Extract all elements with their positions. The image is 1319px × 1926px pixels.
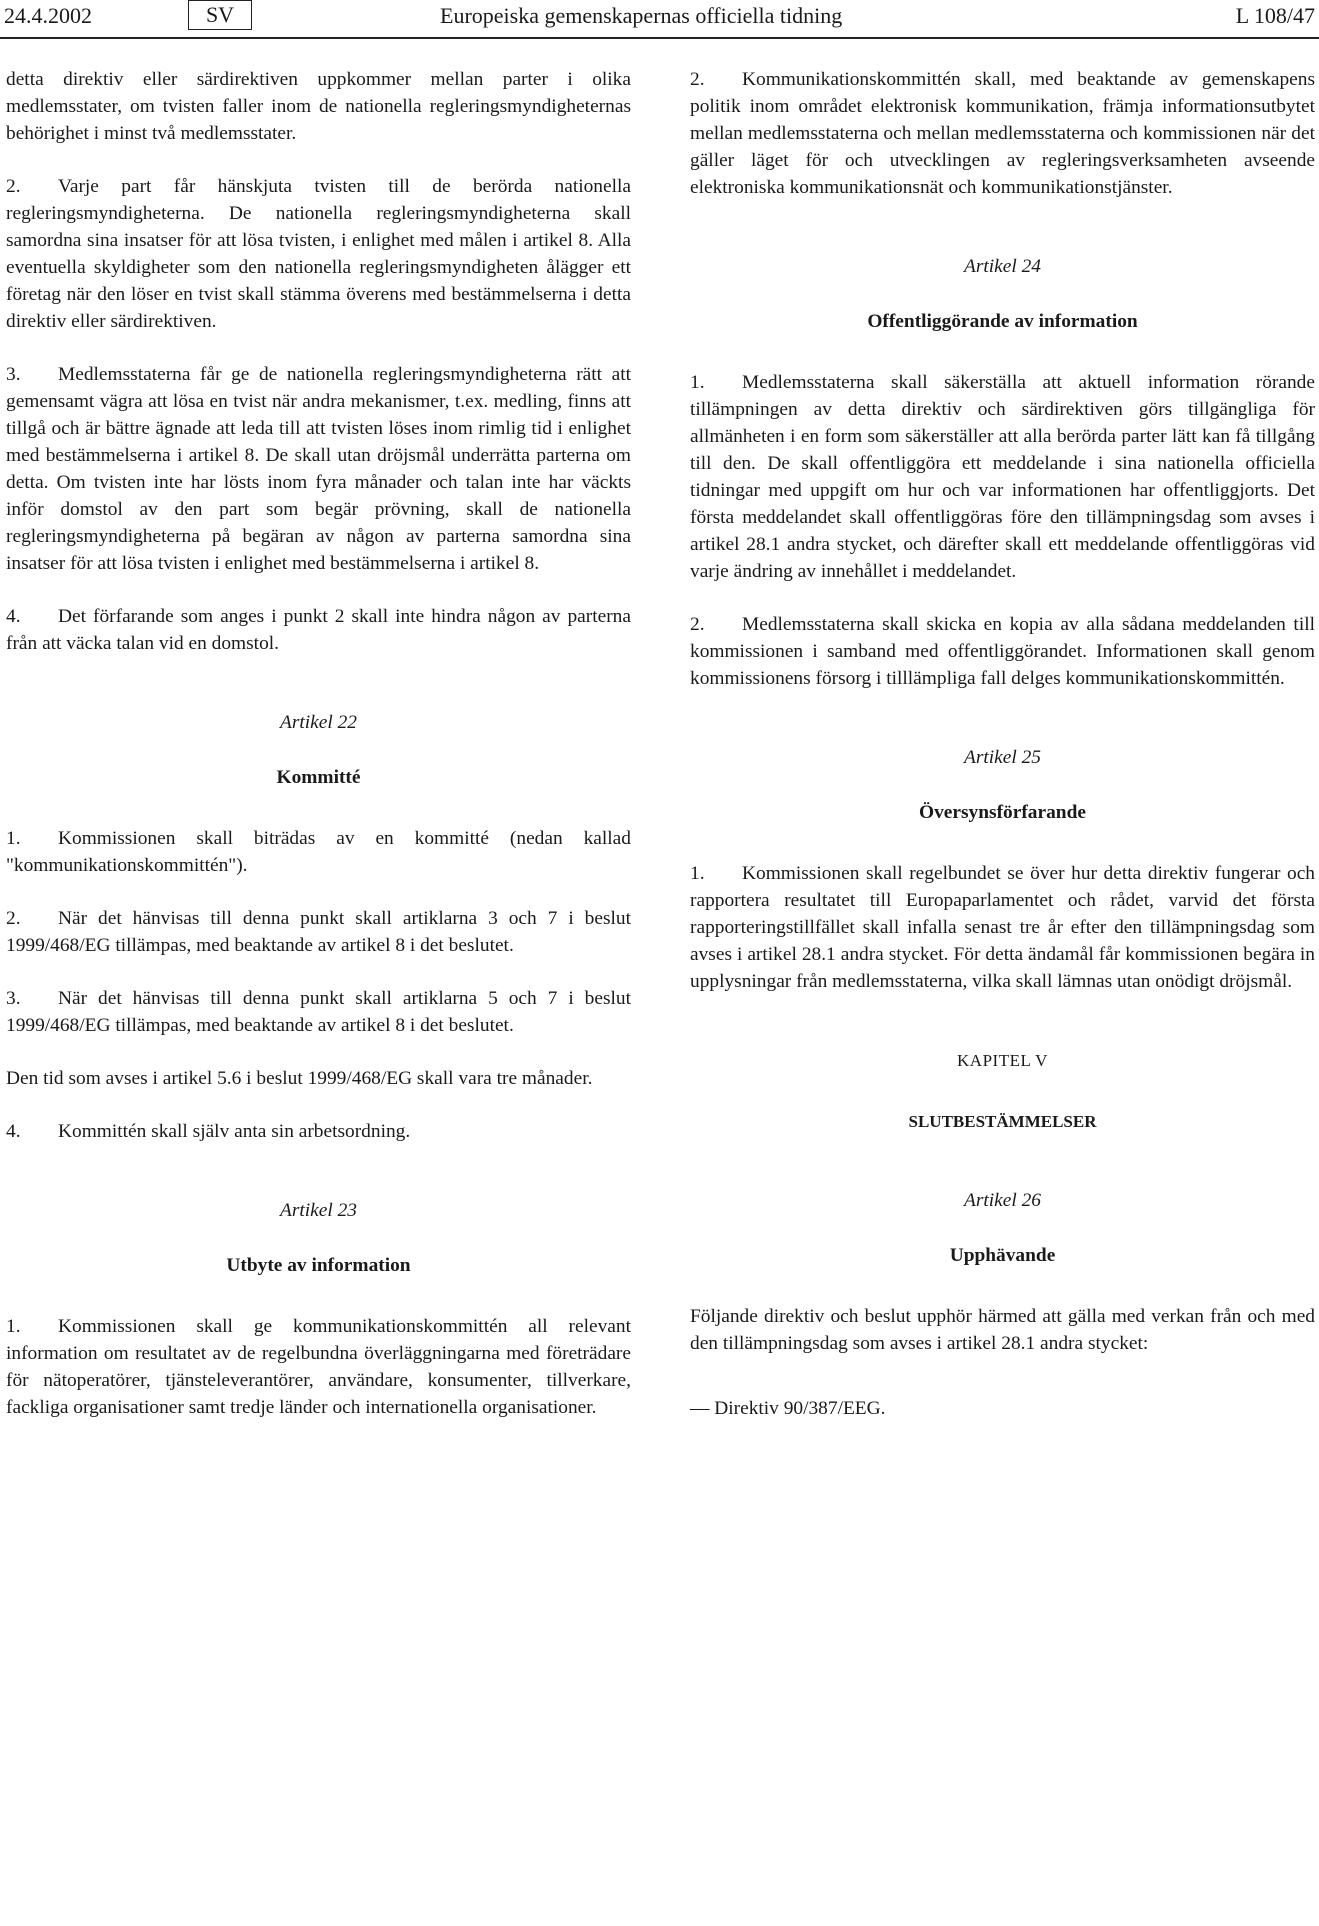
article-22-heading: Kommitté <box>276 767 361 788</box>
paragraph-continued: detta direktiv eller särdirektiven uppkommer mellan parter i olika medlemsstater, om tvisten faller inom de nationella regleringsmyndigheternas behörighet i minst två medlemsstater. <box>6 69 631 144</box>
article-26-heading: Upphävande <box>949 1245 1056 1266</box>
article-26-title: Artikel 26 <box>963 1190 1041 1211</box>
paragraph-4: 4. Det förfarande som anges i punkt 2 skall inte hindra någon av parterna från att väcka talan vid en domstol. <box>6 606 631 654</box>
article-26-paragraph-1: Följande direktiv och beslut upphör härmed att gälla med verkan från och med den tillämpningsdag som avses i artikel 28.1 andra stycket: <box>690 1306 1315 1354</box>
article-22-paragraph-2: 2. När det hänvisas till denna punkt skall artiklarna 3 och 7 i beslut 1999/468/EG tillämpas, med beaktande av artikel 8 i det beslutet. <box>6 908 631 956</box>
article-22-paragraph-4: 4. Kommittén skall själv anta sin arbetsordning. <box>6 1121 411 1142</box>
article-23-paragraph-1: 1. Kommissionen skall ge kommunikationskommittén all relevant information om resultatet av de regelbundna överläggningarna med företrädare för nätoperatörer, tjänsteleverantörer, användare, konsumenter, tillverkare, fackliga organisationer samt tredje länder och internationella organisationer. <box>6 1316 631 1418</box>
article-25-paragraph-1: 1. Kommissionen skall regelbundet se över hur detta direktiv fungerar och rapportera resultatet till Europaparlamentet och rådet, varvid det första rapporteringstillfället skall infalla senast tre år efter den tillämpningsdag som avses i artikel 28.1 andra stycket. För detta ändamål får kommissionen begära in upplysningar från medlemsstaterna, vilka skall lämnas utan onödigt dröjsmål. <box>690 863 1315 992</box>
journal-title: Europeiska gemenskapernas officiella tidning <box>440 3 843 28</box>
article-25-title: Artikel 25 <box>963 747 1041 768</box>
paragraph-3: 3. Medlemsstaterna får ge de nationella regleringsmyndigheterna rätt att gemensamt vägra att lösa en tvist när andra mekanismer, t.ex. medling, finns att tillgå och är bättre ägnade att leda till att tvisten löses inom rimlig tid i enlighet med bestämmelserna i artikel 8. De skall utan dröjsmål underrätta parterna om detta. Om tvisten inte har lösts inom fyra månader och talan inte har väckts inför domstol av den part som begär prövning, skall de nationella regleringsmyndigheterna på begäran av någon av parterna samordna sina insatser för att lösa tvisten i enlighet med bestämmelserna i artikel 8. <box>6 364 631 574</box>
article-24-paragraph-2: 2. Medlemsstaterna skall skicka en kopia av alla sådana meddelanden till kommissionen i samband med offentliggörandet. Informationen skall genom kommissionens försorg i tilllämpliga fall delges kommunikationskommittén. <box>690 614 1315 689</box>
article-24-heading: Offentliggörande av information <box>867 311 1138 332</box>
right-column <box>690 66 1315 1422</box>
article-24-title: Artikel 24 <box>963 256 1041 277</box>
chapter-title: KAPITEL V <box>957 1051 1048 1070</box>
article-25-heading: Översynsförfarande <box>919 802 1086 823</box>
article-24-paragraph-1: 1. Medlemsstaterna skall säkerställa att aktuell information rörande tillämpningen av detta direktiv och särdirektiven görs tillgängliga för allmänheten i en form som säkerställer att alla berörda parter lätt kan få tillgång till den. De skall offentliggöra ett meddelande i sina nationella officiella tidningar med uppgift om hur och var informationen har offentliggjorts. Det första meddelandet skall offentliggöras före den tillämpningsdag som avses i artikel 28.1 andra stycket, och därefter skall ett meddelande offentliggöras vid varje ändring av innehållet i meddelandet. <box>690 372 1315 582</box>
left-column <box>6 66 631 1447</box>
article-22-paragraph-1: 1. Kommissionen skall biträdas av en kommitté (nedan kallad "kommunikationskommittén"). <box>6 828 631 876</box>
page-header <box>0 0 1319 36</box>
article-22-paragraph-3: 3. När det hänvisas till denna punkt skall artiklarna 5 och 7 i beslut 1999/468/EG tillämpas, med beaktande av artikel 8 i det beslutet. <box>6 988 631 1036</box>
paragraph-2: 2. Varje part får hänskjuta tvisten till de berörda nationella regleringsmyndigheterna. De nationella regleringsmyndigheterna skall samordna sina insatser för att lösa tvisten, i enlighet med målen i artikel 8. Alla eventuella skyldigheter som den nationella regleringsmyndigheten ålägger ett företag när den löser en tvist skall stämma överens med bestämmelserna i detta direktiv eller särdirektiven. <box>6 176 631 332</box>
repealed-directive-item: — Direktiv 90/387/EEG. <box>690 1398 886 1419</box>
header-rule <box>0 37 1319 39</box>
chapter-heading: SLUTBESTÄMMELSER <box>908 1112 1097 1131</box>
article-23-title: Artikel 23 <box>279 1200 357 1221</box>
article-22-paragraph-3b: Den tid som avses i artikel 5.6 i beslut 1999/468/EG skall vara tre månader. <box>6 1068 593 1089</box>
publication-date: 24.4.2002 <box>4 3 92 28</box>
article-22-title: Artikel 22 <box>279 712 357 733</box>
article-23-paragraph-2: 2. Kommunikationskommittén skall, med beaktande av gemenskapens politik inom området elektronisk kommunikation, främja informationsutbytet mellan medlemsstaterna och mellan medlemsstaterna och kommissionen när det gäller läget för och utvecklingen av regleringsverksamheten avseende elektroniska kommunikationsnät och kommunikationstjänster. <box>690 69 1315 198</box>
page-number: L 108/47 <box>1235 3 1315 28</box>
article-23-heading: Utbyte av information <box>226 1255 411 1276</box>
language-code-box: SV <box>188 0 252 30</box>
